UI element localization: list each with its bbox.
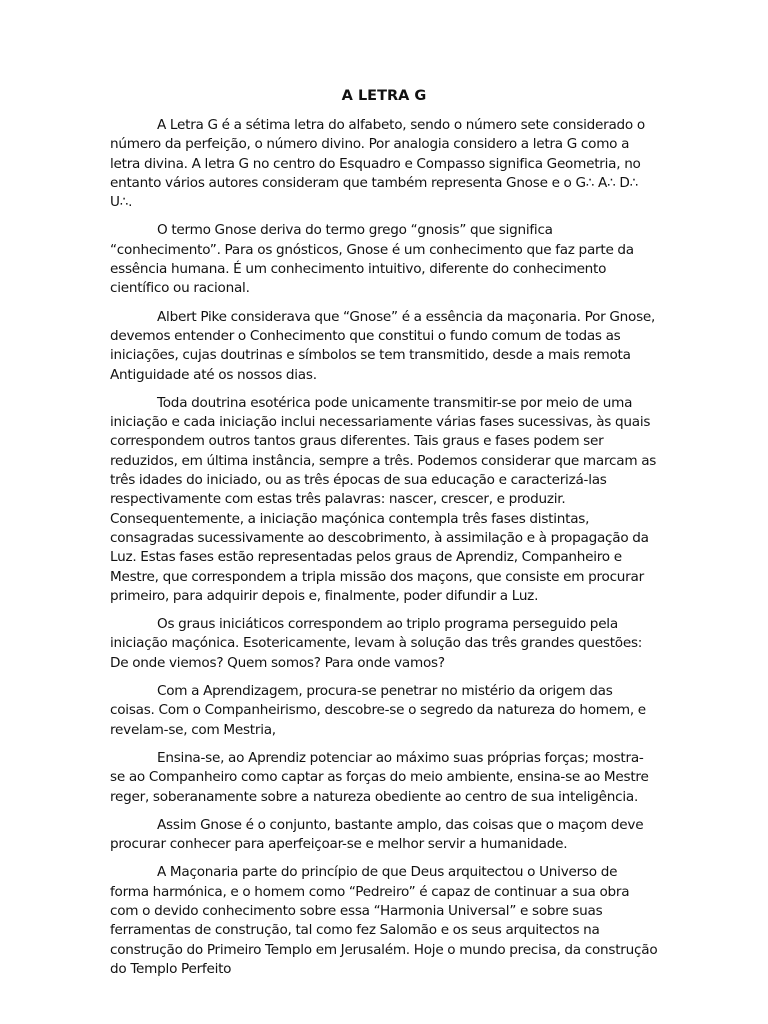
paragraph-1: A Letra G é a sétima letra do alfabeto, sendo o número sete considerado o número da perfeição, o número divino. Por analogia considero a letra G como a letra divina. A letra G no centro do Esquadro e Compasso significa Geometria, no entanto vários autores consideram que também representa Gnose e o G∴ A∴ D∴ U∴.	[110, 117, 645, 211]
paragraph-2: O termo Gnose deriva do termo grego “gnosis” que significa “conhecimento”. Para os gnósticos, Gnose é um conhecimento que faz parte da essência humana. É um conhecimento intuitivo, diferente do conhecimento científico ou racional.	[110, 222, 634, 297]
paragraph-5: Os graus iniciáticos correspondem ao triplo programa perseguido pela iniciação maçónica. Esotericamente, levam à solução das três grandes questões: De onde viemos? Quem somos? Para onde vamos?	[110, 616, 643, 671]
paragraph-7: Ensina-se, ao Aprendiz potenciar ao máximo suas próprias forças; mostra-se ao Companheiro como captar as forças do meio ambiente, ensina-se ao Mestre reger, soberanamente sobre a natureza obediente ao centro de sua inteligência.	[110, 749, 649, 805]
document-body	[110, 86, 658, 988]
paragraph-8: Assim Gnose é o conjunto, bastante amplo, das coisas que o maçom deve procurar conhecer para aperfeiçoar-se e melhor servir a humanidade.	[110, 816, 644, 853]
paragraph-3: Albert Pike considerava que “Gnose” é a essência da maçonaria. Por Gnose, devemos entender o Conhecimento que constitui o fundo comum de todas as iniciações, cujas doutrinas e símbolos se tem transmitido, desde a mais remota Antiguidade até os nossos dias.	[110, 308, 656, 383]
document-title: A LETRA G	[341, 88, 427, 104]
paragraph-6: Com a Aprendizagem, procura-se penetrar no mistério da origem das coisas. Com o Companheirismo, descobre-se o segredo da natureza do homem, e revelam-se, com Mestria,	[110, 683, 646, 738]
paragraph-4: Toda doutrina esotérica pode unicamente transmitir-se por meio de uma iniciação e cada iniciação inclui necessariamente várias fases sucessivas, às quais correspondem outros tantos graus diferentes. Tais graus e fases podem ser reduzidos, em última instância, sempre a três. Podemos considerar que marcam as três idades do iniciado, ou as três épocas de sua educação e caracterizá-las respectivamente com estas três palavras: nascer, crescer, e produzir. Consequentemente, a iniciação maçónica contempla três fases distintas, consagradas sucessivamente ao descobrimento, à assimilação e à propagação da Luz. Estas fases estão representadas pelos graus de Aprendiz, Companheiro e Mestre, que correspondem a tripla missão dos maçons, que consiste em procurar primeiro, para adquirir depois e, finalmente, poder difundir a Luz.	[110, 394, 657, 604]
paragraph-9: A Maçonaria parte do princípio de que Deus arquitectou o Universo de forma harmónica, e o homem como “Pedreiro” é capaz de continuar a sua obra com o devido conhecimento sobre essa “Harmonia Universal” e sobre suas ferramentas de construção, tal como fez Salomão e os seus arquitectos na construção do Primeiro Templo em Jerusalém. Hoje o mundo precisa, da construção do Templo Perfeito	[110, 864, 658, 977]
